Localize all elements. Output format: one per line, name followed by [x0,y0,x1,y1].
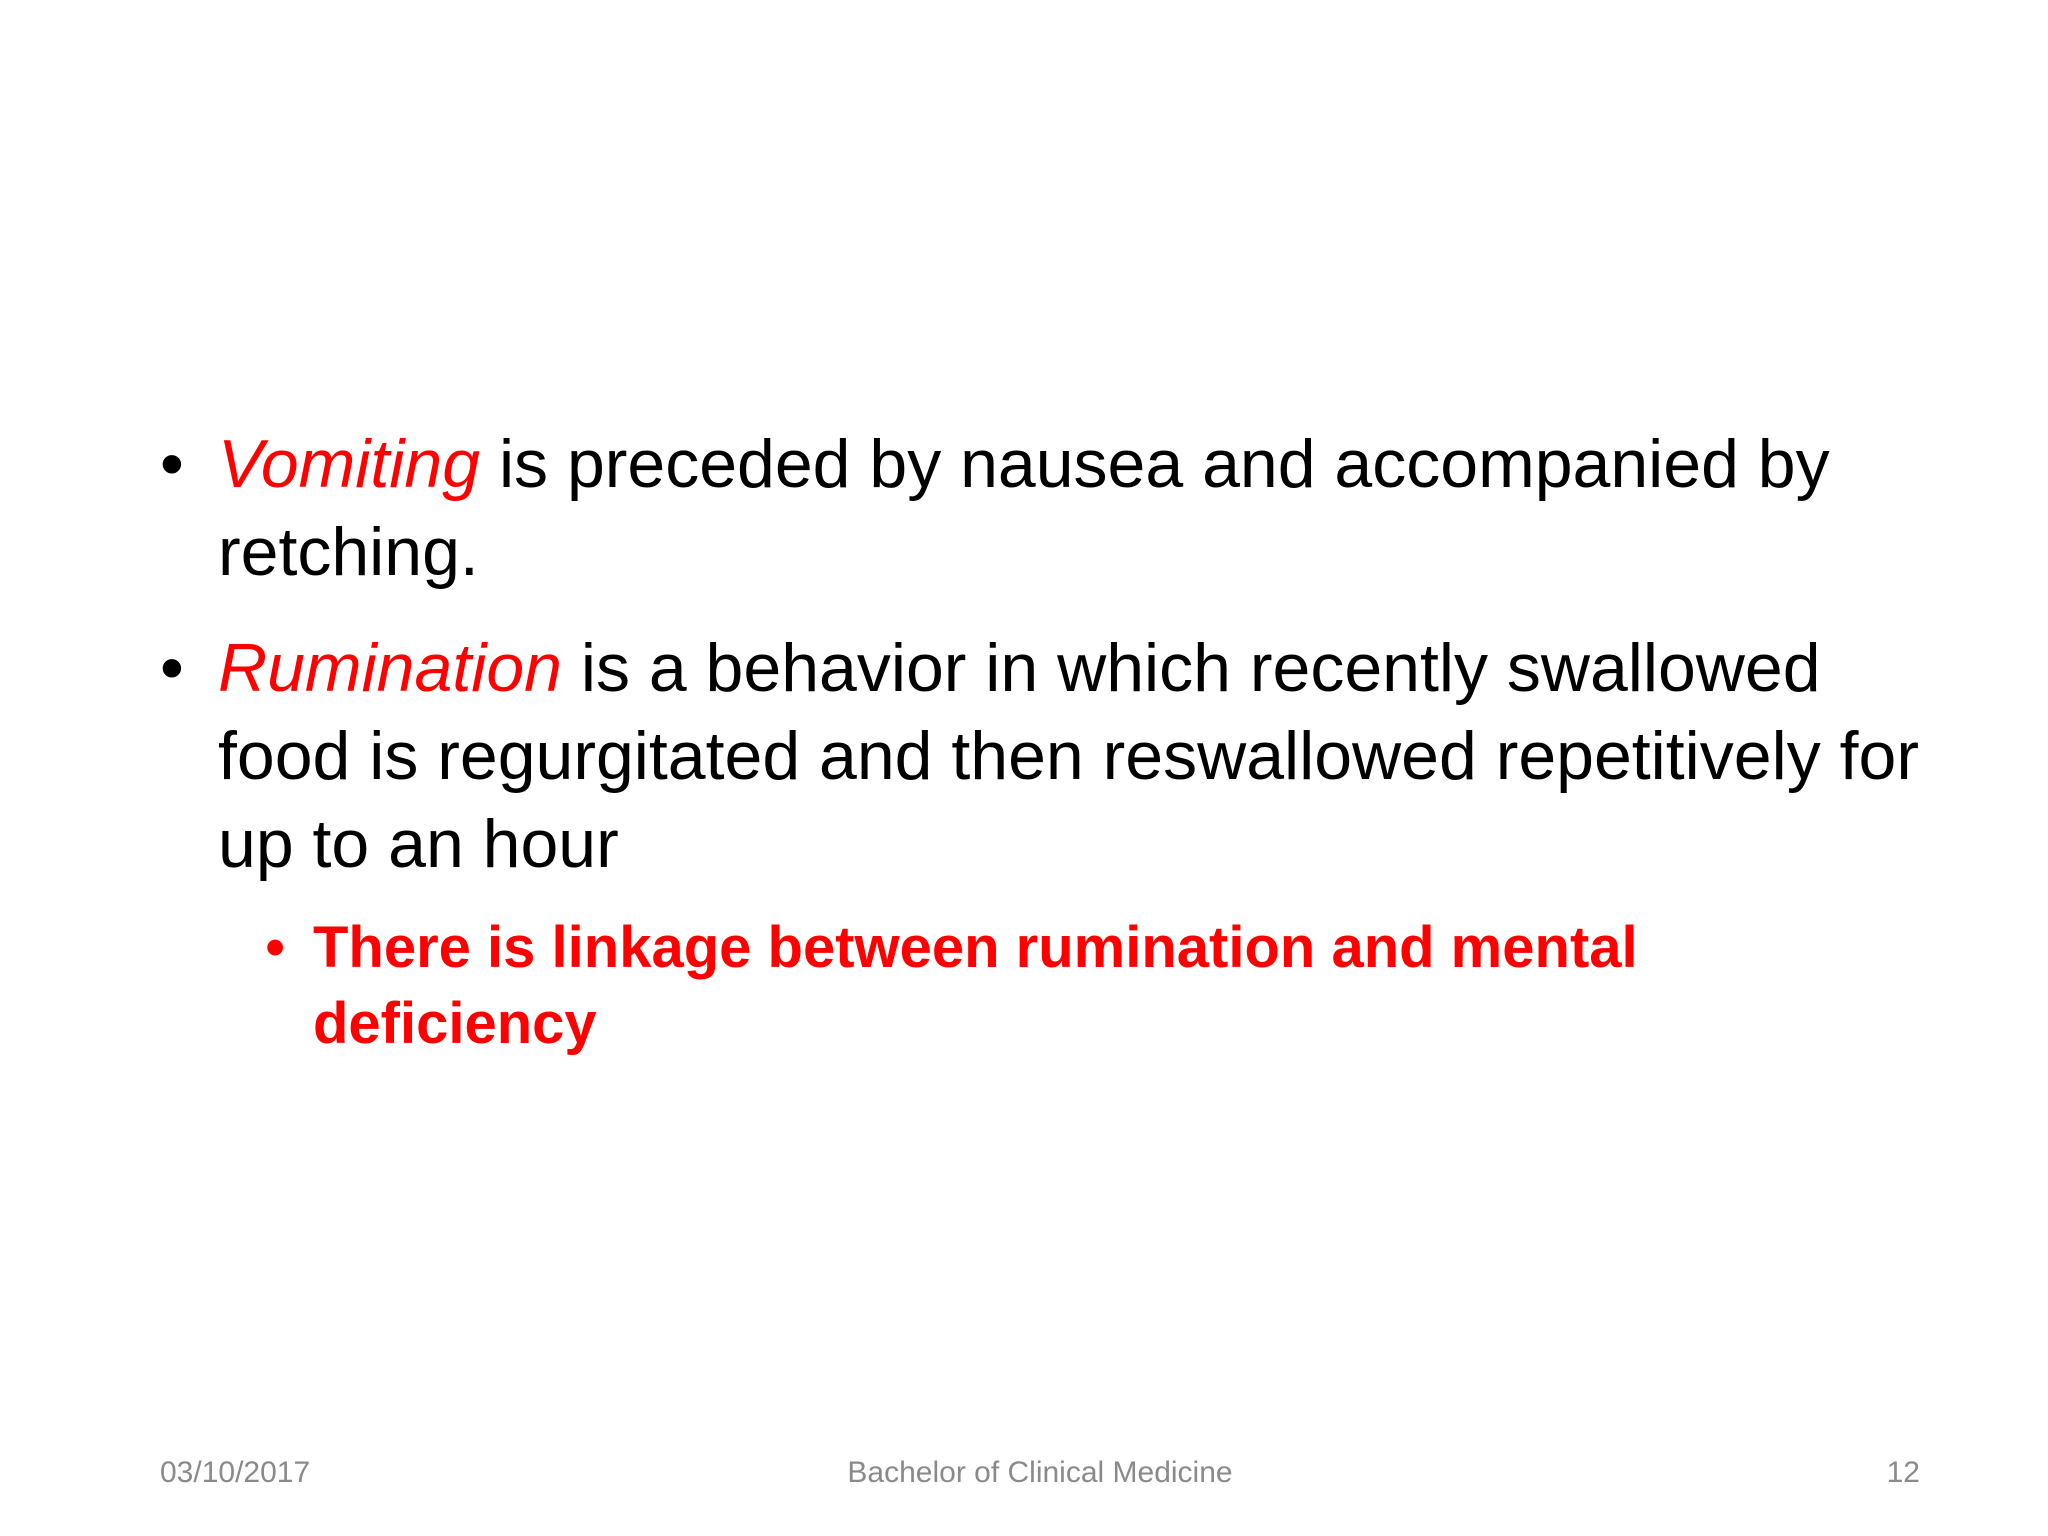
footer-date: 03/10/2017 [160,1456,311,1489]
bullet-vomiting [160,420,1920,596]
slide-body [160,420,1920,1062]
slide-number: 12 [1886,1456,1920,1489]
bullet-text: is preceded by nausea and accompanied by retching. [218,426,1830,590]
footer-course-title: Bachelor of Clinical Medicine [847,1456,1233,1489]
term-rumination: Rumination [218,630,562,706]
term-vomiting: Vomiting [218,426,481,502]
bullet-rumination [160,624,1920,888]
slide-footer [160,1456,1920,1496]
sub-bullet-linkage: • There is linkage between rumination and mental deficiency [265,910,1920,1062]
bullet-text: is a behavior in which recently swallowed food is regurgitated and then reswallowed repetitively for up to an hour [218,630,1919,882]
